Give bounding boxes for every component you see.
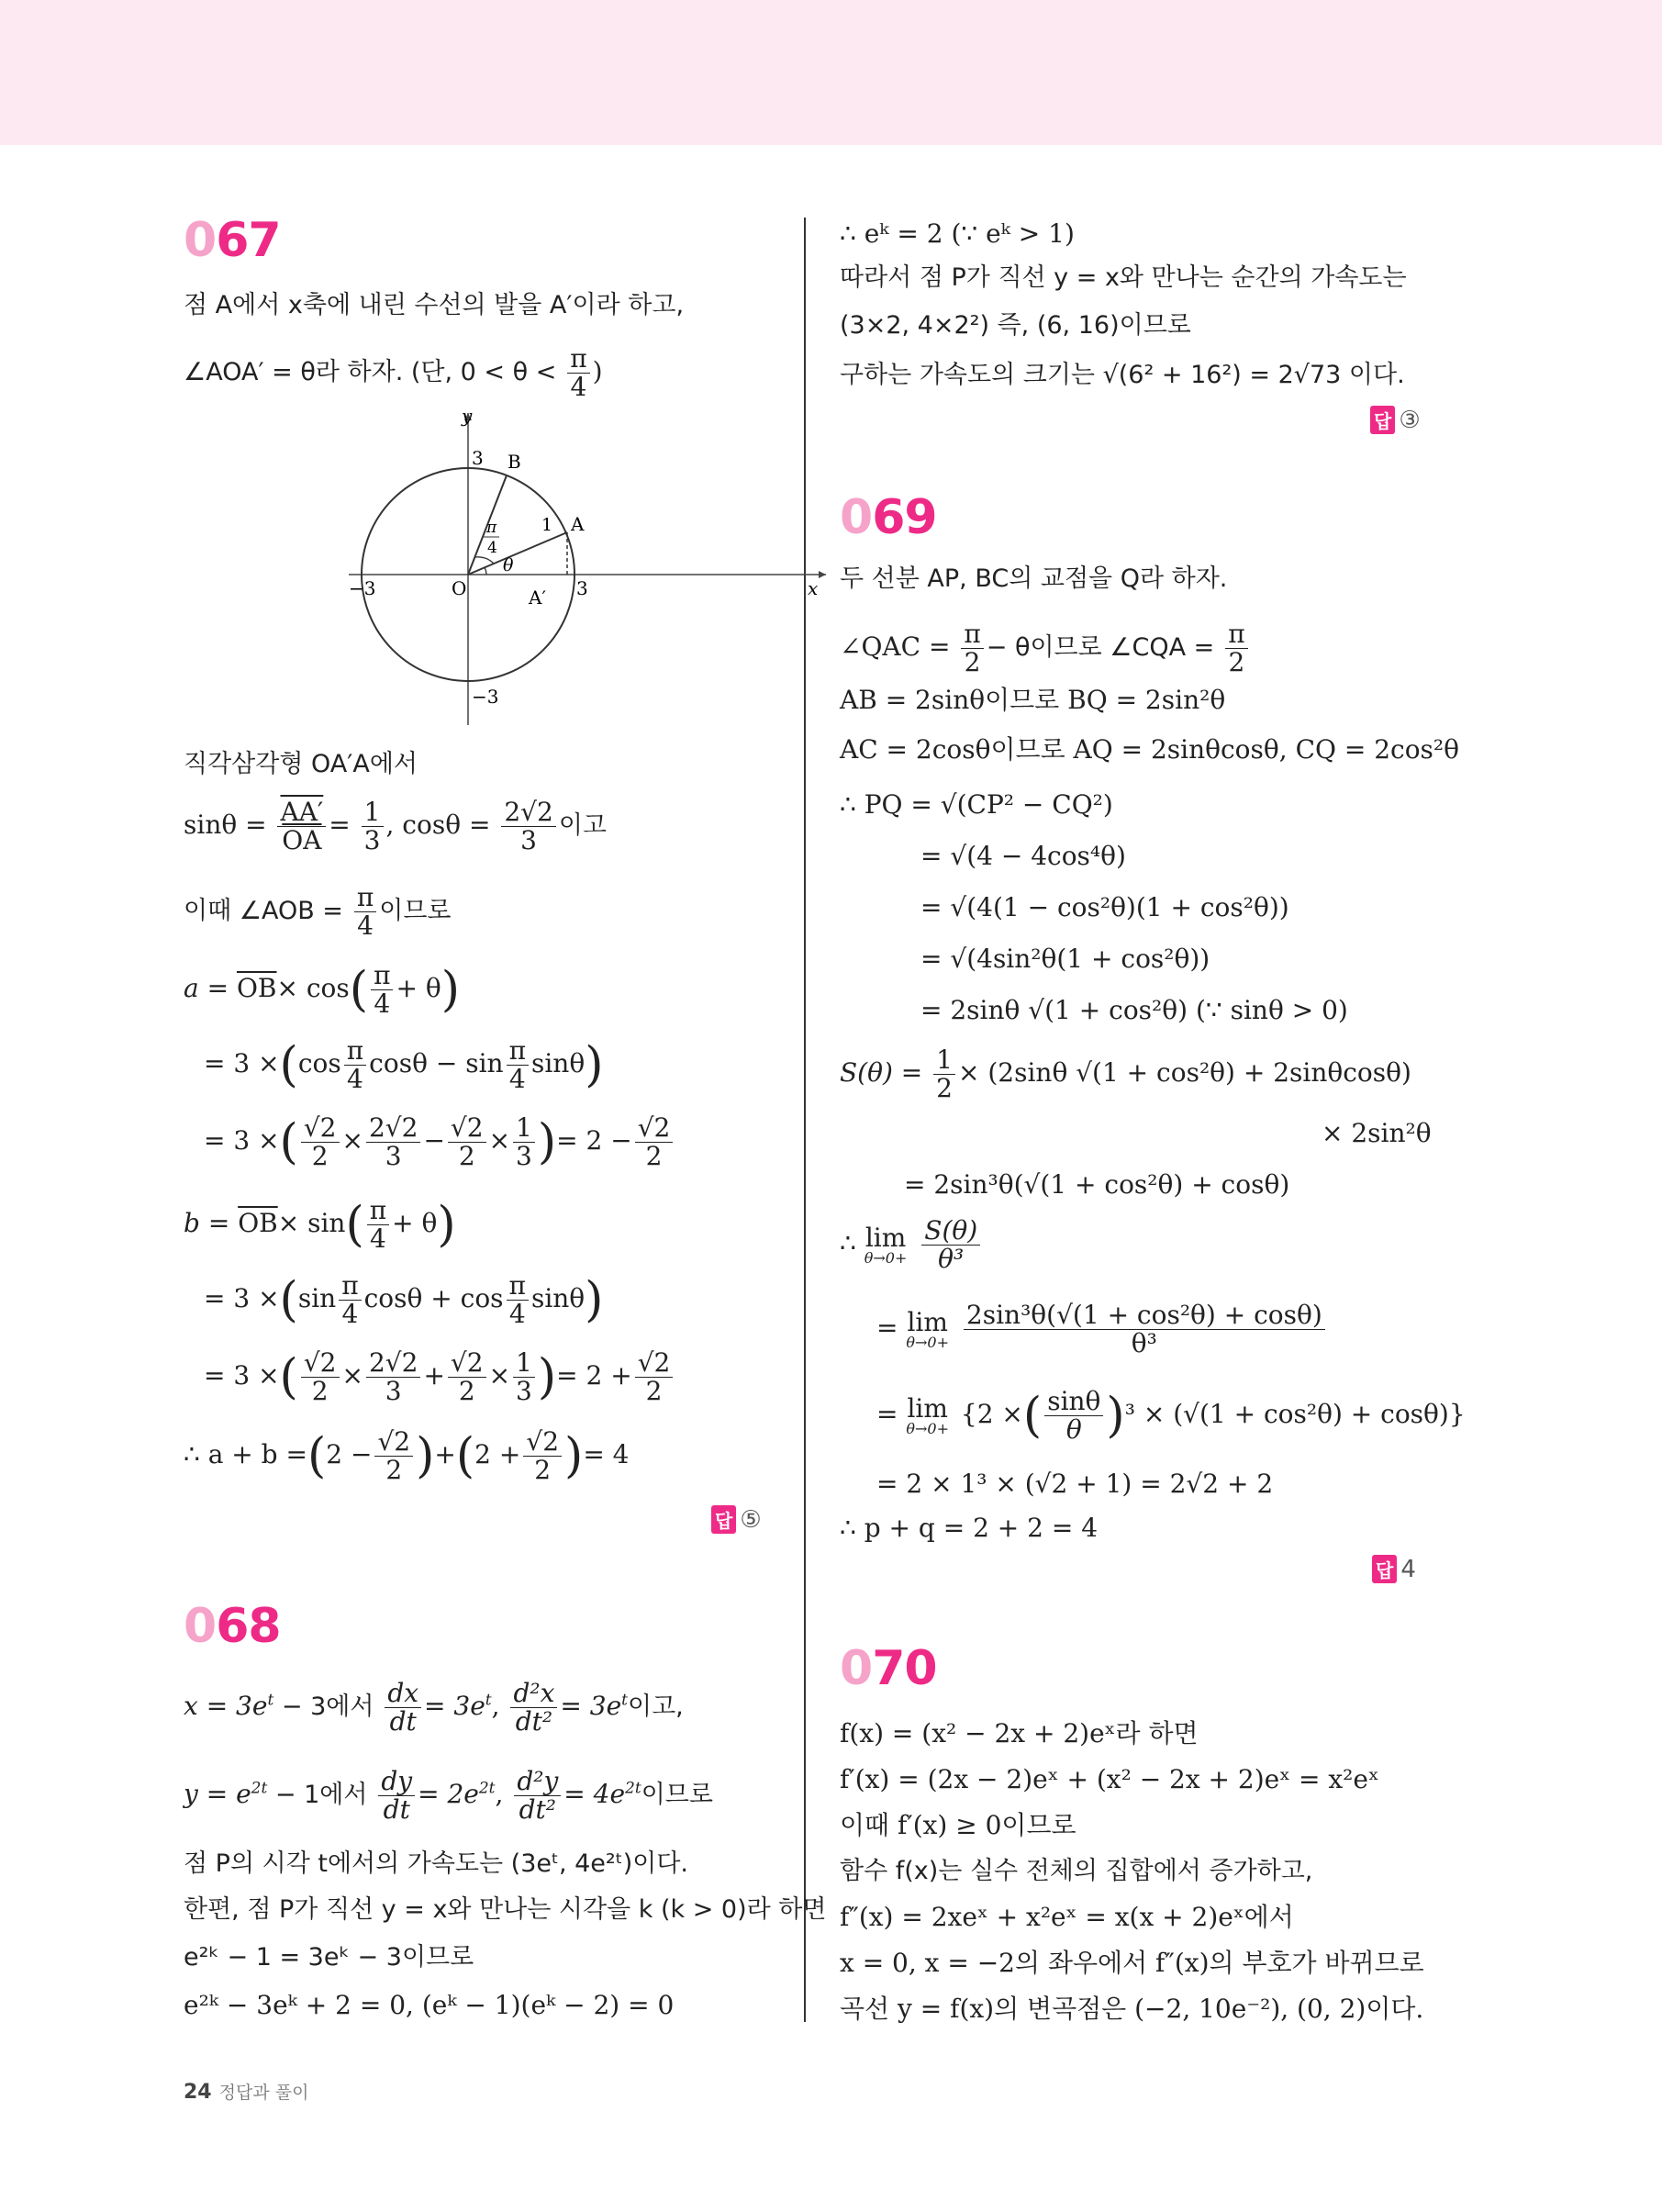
p067-line-12: ∴ a + b =(2 − $\frac{√2}{2}$ )+(2 + $\frac{√2}{2}$ )= 4 xyxy=(184,1426,630,1485)
fig-origin: O xyxy=(452,577,467,599)
p069-line-9: = 2sinθ √(1 + cos²θ) (∵ sinθ > 0) xyxy=(920,995,1348,1025)
p069-line-8: = √(4sin²θ(1 + cos²θ)) xyxy=(920,944,1210,974)
p069-line-4: AC = 2cosθ이므로 AQ = 2sinθcosθ, CQ = 2cos²θ xyxy=(840,734,1460,765)
p068-cont-line-3: (3×2, 4×2²) 즉, (6, 16)이므로 xyxy=(840,311,1191,340)
unit-circle-figure xyxy=(330,404,844,734)
p069-line-13: ∴ lim θ→0+ $\frac{S(\theta)}{\text{θ³}}$ xyxy=(840,1217,983,1273)
p070-line-6: x = 0, x = −2의 좌우에서 f″(x)의 부호가 바뀌므로 xyxy=(840,1948,1424,1978)
p067-line-6: $a = \overline{OB}\times \cos$( $\frac{\pi}{4}$ + θ) xyxy=(184,960,460,1019)
p069-line-15: = lim θ→0+ {2 ×( $\frac{\sin\theta}{\theta}$ )³ × (√(1 + cos²θ) + cosθ)} xyxy=(876,1386,1466,1445)
p070-line-2: f′(x) = (2x − 2)eˣ + (x² − 2x + 2)eˣ = x²eˣ xyxy=(840,1764,1379,1794)
p069-answer: 답 4 xyxy=(1372,1555,1416,1583)
problem-number-068: 068 xyxy=(184,1599,281,1654)
p069-line-1: 두 선분 AP, BC의 교점을 Q라 하자. xyxy=(840,564,1228,593)
p068-cont-line-2: 따라서 점 P가 직선 y = x와 만나는 순간의 가속도는 xyxy=(840,263,1407,292)
fig-label-right-3: 3 xyxy=(576,577,588,599)
fig-theta: θ xyxy=(503,555,514,575)
fig-label-bottom-neg3: −3 xyxy=(472,686,499,708)
fig-x-label: x xyxy=(808,577,819,599)
p070-line-5: f″(x) = 2xeˣ + x²eˣ = x(x + 2)eˣ에서 xyxy=(840,1902,1294,1932)
p068-line-3: 점 P의 시각 t에서의 가속도는 (3eᵗ, 4e²ᵗ)이다. xyxy=(184,1849,688,1878)
p069-line-5: ∴ PQ = √(CP² − CQ²) xyxy=(840,789,1113,820)
page-number: 24 xyxy=(184,2081,212,2104)
fig-point-a: A xyxy=(571,513,585,535)
p069-line-14: = lim θ→0+ $\frac{\text{2sin³θ(√(1 + cos²θ) + cosθ)}}{\text{θ³}}$ xyxy=(876,1302,1328,1357)
p070-line-3: 이때 f′(x) ≥ 0이므로 xyxy=(840,1810,1076,1840)
p069-line-11: × 2sin²θ xyxy=(1322,1118,1432,1148)
p067-line-1: 점 A에서 x축에 내린 수선의 발을 A′이라 하고, xyxy=(184,291,685,319)
p068-line-6: e²ᵏ − 3eᵏ + 2 = 0, (eᵏ − 1)(eᵏ − 2) = 0 xyxy=(184,1990,675,2020)
fig-one: 1 xyxy=(541,515,553,535)
p069-line-6: = √(4 − 4cos⁴θ) xyxy=(920,841,1126,871)
fig-y-label: y xyxy=(462,405,473,427)
footer-title: 정답과 풀이 xyxy=(218,2083,309,2103)
p069-line-12: = 2sin³θ(√(1 + cos²θ) + cosθ) xyxy=(904,1169,1290,1200)
page-footer xyxy=(184,2079,308,2104)
fig-point-b: B xyxy=(508,451,521,473)
p069-line-3: AB = 2sinθ이므로 BQ = 2sin²θ xyxy=(840,685,1226,715)
p067-line-8: = 3 ×( $\frac{√2}{2}$ × $\frac{2√2}{3}$ − $\frac{√2}{2}$ × $\frac{1}{3}$ )= 2 − $\frac{√2}{2}$ xyxy=(204,1114,675,1170)
p068-line-5: e²ᵏ − 1 = 3eᵏ − 3이므로 xyxy=(184,1943,474,1972)
p069-line-10: S(θ) = $\frac{1}{2}$ × (2sinθ √(1 + cos²θ) + 2sinθcosθ) xyxy=(840,1045,1411,1103)
p068-answer: 답 ③ xyxy=(1370,406,1421,434)
p067-line-2: ∠AOA′ = θ라 하자. (단, 0 < θ < $\frac{\pi}{4}$ ) xyxy=(184,343,603,402)
top-band xyxy=(0,0,1662,145)
p069-line-7: = √(4(1 − cos²θ)(1 + cos²θ)) xyxy=(920,892,1289,922)
p069-line-17: ∴ p + q = 2 + 2 = 4 xyxy=(840,1513,1099,1543)
problem-number-067: 067 xyxy=(184,213,281,268)
p067-line-10: = 3 ×(sin $\frac{\pi}{4}$ cosθ + cos $\frac{\pi}{4}$ sinθ) xyxy=(204,1270,604,1329)
p068-line-4: 한편, 점 P가 직선 y = x와 만나는 시각을 k (k > 0)라 하면 xyxy=(184,1895,827,1924)
p067-line-9: $b = \overline{OB}\times \sin$( $\frac{\pi}{4}$ + θ) xyxy=(184,1195,456,1254)
problem-number-070: 070 xyxy=(840,1641,937,1696)
p067-line-5: 이때 ∠AOB = $\frac{\pi}{4}$ 이므로 xyxy=(184,882,452,941)
p067-line-7: = 3 ×(cos $\frac{\pi}{4}$ cosθ − sin $\frac{\pi}{4}$ sinθ) xyxy=(204,1035,604,1094)
p067-answer: 답 ⑤ xyxy=(711,1505,762,1534)
fig-label-top-3: 3 xyxy=(472,447,484,469)
p067-line-3: 직각삼각형 OA′A에서 xyxy=(184,750,418,778)
p070-line-4: 함수 f(x)는 실수 전체의 집합에서 증가하고, xyxy=(840,1857,1313,1885)
fig-four: 4 xyxy=(487,539,497,557)
p067-line-11: = 3 ×( $\frac{√2}{2}$ × $\frac{2√2}{3}$ + $\frac{√2}{2}$ × $\frac{1}{3}$ )= 2 + $\frac{√2}{2}$ xyxy=(204,1349,675,1405)
p068-cont-line-1: ∴ eᵏ = 2 (∵ eᵏ > 1) xyxy=(840,218,1075,249)
p068-line-2: $y = e^{2t} - 1$에서 $\frac{dy}{dt}$ = $2e^{2t}$, $\frac{\text{d²y}}{\text{dt²}}$ = $4e^{2t}$이므로 xyxy=(184,1766,713,1825)
p070-line-7: 곡선 y = f(x)의 변곡점은 (−2, 10e⁻²), (0, 2)이다. xyxy=(840,1994,1424,2024)
fig-point-a-prime: A′ xyxy=(529,587,546,609)
p069-line-2: ∠QAC = $\frac{\pi}{2}$ − θ이므로 ∠CQA = $\frac{\pi}{2}$ xyxy=(840,620,1251,676)
problem-number-069: 069 xyxy=(840,490,937,545)
p068-line-1: $x = 3e^t - 3$에서 $\frac{dx}{dt}$ = $3e^t$, $\frac{\text{d²x}}{\text{dt²}}$ = $3e^t$이고, xyxy=(184,1678,684,1737)
p067-line-4: sinθ = $\frac{AA'}{OA}$ = $\frac{1}{3}$ , cosθ = $\frac{2√2}{3}$ 이고 xyxy=(184,797,607,855)
p068-cont-line-4: 구하는 가속도의 크기는 √(6² + 16²) = 2√73 이다. xyxy=(840,361,1405,389)
p069-line-16: = 2 × 1³ × (√2 + 1) = 2√2 + 2 xyxy=(876,1469,1274,1499)
p070-line-1: f(x) = (x² − 2x + 2)eˣ라 하면 xyxy=(840,1718,1199,1748)
fig-pi: π xyxy=(486,519,497,537)
fig-label-left-neg3: −3 xyxy=(349,577,376,599)
